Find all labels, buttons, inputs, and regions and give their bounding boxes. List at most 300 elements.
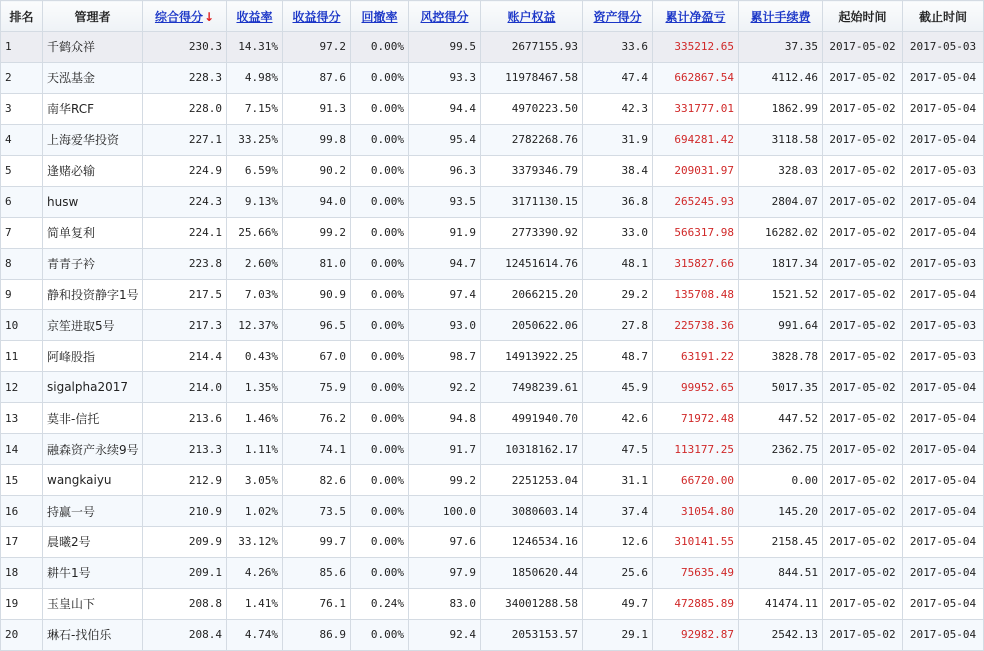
return-score-cell: 96.5 [283, 310, 351, 341]
table-row[interactable] [1, 155, 984, 186]
rank-cell: 17 [1, 527, 43, 558]
drawdown-cell: 0.00% [351, 124, 409, 155]
net-pnl-cell: 694281.42 [653, 124, 739, 155]
drawdown-cell: 0.00% [351, 217, 409, 248]
rank-cell: 6 [1, 186, 43, 217]
manager-name-cell: 青青子衿 [43, 248, 143, 279]
equity-cell: 3080603.14 [481, 496, 583, 527]
risk-score-cell: 97.4 [409, 279, 481, 310]
sort-by-return-rate[interactable] [227, 1, 283, 32]
equity-cell: 11978467.58 [481, 62, 583, 93]
asset-score-cell: 29.2 [583, 279, 653, 310]
net-pnl-cell: 63191.22 [653, 341, 739, 372]
start-time-cell: 2017-05-02 [823, 465, 903, 496]
rank-cell: 3 [1, 93, 43, 124]
asset-score-cell: 42.3 [583, 93, 653, 124]
end-time-cell: 2017-05-04 [903, 465, 984, 496]
return-score-cell: 81.0 [283, 248, 351, 279]
return-score-cell: 87.6 [283, 62, 351, 93]
rank-cell: 14 [1, 434, 43, 465]
risk-score-cell: 91.7 [409, 434, 481, 465]
manager-name-cell: 上海爱华投资 [43, 124, 143, 155]
asset-score-cell: 45.9 [583, 372, 653, 403]
rank-cell: 4 [1, 124, 43, 155]
start-time-cell: 2017-05-02 [823, 496, 903, 527]
rank-cell: 20 [1, 619, 43, 650]
net-pnl-cell: 113177.25 [653, 434, 739, 465]
net-pnl-cell: 71972.48 [653, 403, 739, 434]
sort-by-asset-score[interactable] [583, 1, 653, 32]
end-time-cell: 2017-05-04 [903, 403, 984, 434]
start-time-cell: 2017-05-02 [823, 619, 903, 650]
start-time-cell: 2017-05-02 [823, 62, 903, 93]
return-score-cell: 86.9 [283, 619, 351, 650]
col-header-start-time-label: 起始时间 [838, 9, 887, 24]
risk-score-cell: 98.7 [409, 341, 481, 372]
rank-cell: 15 [1, 465, 43, 496]
equity-cell: 1850620.44 [481, 557, 583, 588]
asset-score-cell: 31.9 [583, 124, 653, 155]
score-cell: 208.8 [143, 588, 227, 619]
start-time-cell: 2017-05-02 [823, 155, 903, 186]
start-time-cell: 2017-05-02 [823, 434, 903, 465]
return-rate-cell: 2.60% [227, 248, 283, 279]
manager-name-cell: 千鹤众祥 [43, 32, 143, 63]
return-rate-cell: 33.25% [227, 124, 283, 155]
sort-by-score[interactable] [143, 1, 227, 32]
drawdown-cell: 0.00% [351, 93, 409, 124]
end-time-cell: 2017-05-04 [903, 93, 984, 124]
end-time-cell: 2017-05-04 [903, 496, 984, 527]
score-cell: 224.9 [143, 155, 227, 186]
drawdown-cell: 0.00% [351, 62, 409, 93]
sort-by-risk-score-label[interactable]: 风控得分 [420, 9, 469, 24]
net-pnl-cell: 75635.49 [653, 557, 739, 588]
sort-by-return-score-label[interactable]: 收益得分 [292, 9, 341, 24]
start-time-cell: 2017-05-02 [823, 372, 903, 403]
fees-cell: 4112.46 [739, 62, 823, 93]
fees-cell: 41474.11 [739, 588, 823, 619]
table-row[interactable] [1, 588, 984, 619]
score-cell: 224.1 [143, 217, 227, 248]
net-pnl-cell: 662867.54 [653, 62, 739, 93]
rank-cell: 5 [1, 155, 43, 186]
end-time-cell: 2017-05-03 [903, 310, 984, 341]
start-time-cell: 2017-05-02 [823, 310, 903, 341]
return-rate-cell: 6.59% [227, 155, 283, 186]
drawdown-cell: 0.00% [351, 32, 409, 63]
rank-cell: 13 [1, 403, 43, 434]
table-row[interactable] [1, 557, 984, 588]
equity-cell: 7498239.61 [481, 372, 583, 403]
manager-name-cell: 持赢一号 [43, 496, 143, 527]
end-time-cell: 2017-05-04 [903, 124, 984, 155]
risk-score-cell: 93.0 [409, 310, 481, 341]
return-rate-cell: 3.05% [227, 465, 283, 496]
table-row[interactable] [1, 341, 984, 372]
return-rate-cell: 4.26% [227, 557, 283, 588]
return-rate-cell: 0.43% [227, 341, 283, 372]
manager-name-cell: 天泓基金 [43, 62, 143, 93]
equity-cell: 2066215.20 [481, 279, 583, 310]
sort-by-drawdown[interactable] [351, 1, 409, 32]
risk-score-cell: 99.2 [409, 465, 481, 496]
table-row[interactable] [1, 248, 984, 279]
table-row[interactable] [1, 93, 984, 124]
sort-by-net-pnl[interactable] [653, 1, 739, 32]
equity-cell: 3379346.79 [481, 155, 583, 186]
asset-score-cell: 29.1 [583, 619, 653, 650]
col-header-rank [1, 1, 43, 32]
return-score-cell: 74.1 [283, 434, 351, 465]
col-header-rank-label: 排名 [9, 9, 34, 24]
risk-score-cell: 99.5 [409, 32, 481, 63]
return-score-cell: 75.9 [283, 372, 351, 403]
rank-cell: 9 [1, 279, 43, 310]
table-row[interactable] [1, 434, 984, 465]
fees-cell: 1521.52 [739, 279, 823, 310]
drawdown-cell: 0.00% [351, 341, 409, 372]
sort-by-fees[interactable] [739, 1, 823, 32]
start-time-cell: 2017-05-02 [823, 341, 903, 372]
end-time-cell: 2017-05-03 [903, 155, 984, 186]
asset-score-cell: 36.8 [583, 186, 653, 217]
drawdown-cell: 0.00% [351, 527, 409, 558]
return-score-cell: 76.1 [283, 588, 351, 619]
drawdown-cell: 0.00% [351, 496, 409, 527]
drawdown-cell: 0.00% [351, 403, 409, 434]
manager-name-cell: 莫非-信托 [43, 403, 143, 434]
asset-score-cell: 47.5 [583, 434, 653, 465]
manager-name-cell: wangkaiyu [43, 465, 143, 496]
drawdown-cell: 0.00% [351, 155, 409, 186]
start-time-cell: 2017-05-02 [823, 527, 903, 558]
manager-name-cell: husw [43, 186, 143, 217]
table-row[interactable] [1, 619, 984, 650]
fees-cell: 37.35 [739, 32, 823, 63]
net-pnl-cell: 310141.55 [653, 527, 739, 558]
score-cell: 228.3 [143, 62, 227, 93]
end-time-cell: 2017-05-03 [903, 248, 984, 279]
score-cell: 230.3 [143, 32, 227, 63]
fees-cell: 2362.75 [739, 434, 823, 465]
manager-name-cell: 静和投资静字1号 [43, 279, 143, 310]
sort-by-score-label[interactable]: 综合得分 [154, 9, 203, 24]
fees-cell: 16282.02 [739, 217, 823, 248]
start-time-cell: 2017-05-02 [823, 217, 903, 248]
risk-score-cell: 91.9 [409, 217, 481, 248]
end-time-cell: 2017-05-04 [903, 527, 984, 558]
asset-score-cell: 49.7 [583, 588, 653, 619]
rank-cell: 11 [1, 341, 43, 372]
end-time-cell: 2017-05-03 [903, 32, 984, 63]
end-time-cell: 2017-05-04 [903, 372, 984, 403]
score-cell: 210.9 [143, 496, 227, 527]
return-score-cell: 91.3 [283, 93, 351, 124]
net-pnl-cell: 66720.00 [653, 465, 739, 496]
drawdown-cell: 0.00% [351, 310, 409, 341]
risk-score-cell: 97.9 [409, 557, 481, 588]
sort-by-equity[interactable] [481, 1, 583, 32]
net-pnl-cell: 331777.01 [653, 93, 739, 124]
manager-name-cell: 玉皇山下 [43, 588, 143, 619]
equity-cell: 2782268.76 [481, 124, 583, 155]
drawdown-cell: 0.24% [351, 588, 409, 619]
equity-cell: 2053153.57 [481, 619, 583, 650]
fees-cell: 328.03 [739, 155, 823, 186]
table-row[interactable] [1, 62, 984, 93]
risk-score-cell: 93.3 [409, 62, 481, 93]
equity-cell: 14913922.25 [481, 341, 583, 372]
risk-score-cell: 94.4 [409, 93, 481, 124]
return-score-cell: 99.7 [283, 527, 351, 558]
return-rate-cell: 4.98% [227, 62, 283, 93]
drawdown-cell: 0.00% [351, 434, 409, 465]
manager-name-cell: sigalpha2017 [43, 372, 143, 403]
return-rate-cell: 9.13% [227, 186, 283, 217]
end-time-cell: 2017-05-04 [903, 588, 984, 619]
table-row[interactable] [1, 32, 984, 63]
fees-cell: 145.20 [739, 496, 823, 527]
drawdown-cell: 0.00% [351, 465, 409, 496]
net-pnl-cell: 315827.66 [653, 248, 739, 279]
sort-desc-arrow-icon: ↓ [203, 9, 215, 24]
rank-cell: 18 [1, 557, 43, 588]
drawdown-cell: 0.00% [351, 372, 409, 403]
rank-cell: 19 [1, 588, 43, 619]
return-score-cell: 90.2 [283, 155, 351, 186]
asset-score-cell: 47.4 [583, 62, 653, 93]
return-score-cell: 99.8 [283, 124, 351, 155]
sort-by-equity-label[interactable]: 账户权益 [507, 9, 556, 24]
score-cell: 224.3 [143, 186, 227, 217]
return-rate-cell: 14.31% [227, 32, 283, 63]
risk-score-cell: 92.4 [409, 619, 481, 650]
start-time-cell: 2017-05-02 [823, 279, 903, 310]
rank-cell: 8 [1, 248, 43, 279]
col-header-manager-label: 管理者 [74, 9, 111, 24]
fees-cell: 1817.34 [739, 248, 823, 279]
rank-cell: 1 [1, 32, 43, 63]
risk-score-cell: 93.5 [409, 186, 481, 217]
fees-cell: 2542.13 [739, 619, 823, 650]
rank-cell: 10 [1, 310, 43, 341]
return-score-cell: 94.0 [283, 186, 351, 217]
fees-cell: 2158.45 [739, 527, 823, 558]
table-row[interactable] [1, 217, 984, 248]
manager-name-cell: 简单复利 [43, 217, 143, 248]
equity-cell: 4991940.70 [481, 403, 583, 434]
net-pnl-cell: 99952.65 [653, 372, 739, 403]
risk-score-cell: 95.4 [409, 124, 481, 155]
score-cell: 209.9 [143, 527, 227, 558]
net-pnl-cell: 135708.48 [653, 279, 739, 310]
drawdown-cell: 0.00% [351, 186, 409, 217]
sort-by-return-rate-label[interactable]: 收益率 [236, 9, 273, 24]
asset-score-cell: 31.1 [583, 465, 653, 496]
col-header-manager [43, 1, 143, 32]
asset-score-cell: 48.7 [583, 341, 653, 372]
start-time-cell: 2017-05-02 [823, 403, 903, 434]
table-row[interactable] [1, 496, 984, 527]
start-time-cell: 2017-05-02 [823, 93, 903, 124]
sort-by-risk-score[interactable] [409, 1, 481, 32]
fees-cell: 3828.78 [739, 341, 823, 372]
return-score-cell: 76.2 [283, 403, 351, 434]
end-time-cell: 2017-05-03 [903, 341, 984, 372]
risk-score-cell: 83.0 [409, 588, 481, 619]
return-rate-cell: 1.35% [227, 372, 283, 403]
fees-cell: 2804.07 [739, 186, 823, 217]
asset-score-cell: 37.4 [583, 496, 653, 527]
score-cell: 217.3 [143, 310, 227, 341]
return-rate-cell: 33.12% [227, 527, 283, 558]
score-cell: 223.8 [143, 248, 227, 279]
fees-cell: 447.52 [739, 403, 823, 434]
end-time-cell: 2017-05-04 [903, 186, 984, 217]
risk-score-cell: 92.2 [409, 372, 481, 403]
equity-cell: 2773390.92 [481, 217, 583, 248]
net-pnl-cell: 209031.97 [653, 155, 739, 186]
equity-cell: 2677155.93 [481, 32, 583, 63]
rank-cell: 7 [1, 217, 43, 248]
return-score-cell: 73.5 [283, 496, 351, 527]
drawdown-cell: 0.00% [351, 619, 409, 650]
manager-name-cell: 南华RCF [43, 93, 143, 124]
return-score-cell: 97.2 [283, 32, 351, 63]
return-score-cell: 82.6 [283, 465, 351, 496]
manager-name-cell: 耕牛1号 [43, 557, 143, 588]
net-pnl-cell: 225738.36 [653, 310, 739, 341]
drawdown-cell: 0.00% [351, 557, 409, 588]
equity-cell: 1246534.16 [481, 527, 583, 558]
asset-score-cell: 27.8 [583, 310, 653, 341]
fees-cell: 1862.99 [739, 93, 823, 124]
table-row[interactable] [1, 465, 984, 496]
risk-score-cell: 96.3 [409, 155, 481, 186]
score-cell: 213.3 [143, 434, 227, 465]
manager-name-cell: 逢赌必输 [43, 155, 143, 186]
fees-cell: 5017.35 [739, 372, 823, 403]
net-pnl-cell: 566317.98 [653, 217, 739, 248]
sort-by-return-score[interactable] [283, 1, 351, 32]
end-time-cell: 2017-05-04 [903, 619, 984, 650]
score-cell: 217.5 [143, 279, 227, 310]
fees-cell: 991.64 [739, 310, 823, 341]
return-rate-cell: 4.74% [227, 619, 283, 650]
rank-cell: 12 [1, 372, 43, 403]
end-time-cell: 2017-05-04 [903, 279, 984, 310]
asset-score-cell: 38.4 [583, 155, 653, 186]
sort-by-fees-label[interactable]: 累计手续费 [750, 9, 811, 24]
net-pnl-cell: 265245.93 [653, 186, 739, 217]
risk-score-cell: 100.0 [409, 496, 481, 527]
table-row[interactable] [1, 279, 984, 310]
return-score-cell: 85.6 [283, 557, 351, 588]
equity-cell: 2251253.04 [481, 465, 583, 496]
manager-name-cell: 融森资产永续9号 [43, 434, 143, 465]
return-score-cell: 99.2 [283, 217, 351, 248]
score-cell: 213.6 [143, 403, 227, 434]
asset-score-cell: 12.6 [583, 527, 653, 558]
sort-by-drawdown-label[interactable]: 回撤率 [361, 9, 398, 24]
score-cell: 212.9 [143, 465, 227, 496]
col-header-end-time-label: 截止时间 [918, 9, 967, 24]
equity-cell: 12451614.76 [481, 248, 583, 279]
score-cell: 208.4 [143, 619, 227, 650]
return-rate-cell: 12.37% [227, 310, 283, 341]
return-rate-cell: 1.11% [227, 434, 283, 465]
net-pnl-cell: 92982.87 [653, 619, 739, 650]
col-header-start-time [823, 1, 903, 32]
score-cell: 209.1 [143, 557, 227, 588]
return-rate-cell: 7.15% [227, 93, 283, 124]
asset-score-cell: 25.6 [583, 557, 653, 588]
risk-score-cell: 97.6 [409, 527, 481, 558]
return-rate-cell: 1.46% [227, 403, 283, 434]
table-row[interactable] [1, 124, 984, 155]
start-time-cell: 2017-05-02 [823, 248, 903, 279]
table-row[interactable] [1, 310, 984, 341]
end-time-cell: 2017-05-04 [903, 434, 984, 465]
net-pnl-cell: 335212.65 [653, 32, 739, 63]
score-cell: 214.0 [143, 372, 227, 403]
table-row[interactable] [1, 186, 984, 217]
equity-cell: 34001288.58 [481, 588, 583, 619]
equity-cell: 2050622.06 [481, 310, 583, 341]
fees-cell: 3118.58 [739, 124, 823, 155]
manager-name-cell: 京笙进取5号 [43, 310, 143, 341]
equity-cell: 10318162.17 [481, 434, 583, 465]
asset-score-cell: 42.6 [583, 403, 653, 434]
return-score-cell: 90.9 [283, 279, 351, 310]
return-rate-cell: 1.41% [227, 588, 283, 619]
end-time-cell: 2017-05-04 [903, 557, 984, 588]
return-rate-cell: 25.66% [227, 217, 283, 248]
score-cell: 228.0 [143, 93, 227, 124]
rank-cell: 2 [1, 62, 43, 93]
start-time-cell: 2017-05-02 [823, 32, 903, 63]
net-pnl-cell: 472885.89 [653, 588, 739, 619]
risk-score-cell: 94.7 [409, 248, 481, 279]
return-rate-cell: 7.03% [227, 279, 283, 310]
asset-score-cell: 33.0 [583, 217, 653, 248]
table-row[interactable] [1, 527, 984, 558]
manager-name-cell: 晨曦2号 [43, 527, 143, 558]
sort-by-net-pnl-label[interactable]: 累计净盈亏 [665, 9, 726, 24]
start-time-cell: 2017-05-02 [823, 124, 903, 155]
fees-cell: 0.00 [739, 465, 823, 496]
sort-by-asset-score-label[interactable]: 资产得分 [593, 9, 642, 24]
asset-score-cell: 33.6 [583, 32, 653, 63]
drawdown-cell: 0.00% [351, 248, 409, 279]
start-time-cell: 2017-05-02 [823, 557, 903, 588]
end-time-cell: 2017-05-04 [903, 62, 984, 93]
start-time-cell: 2017-05-02 [823, 186, 903, 217]
start-time-cell: 2017-05-02 [823, 588, 903, 619]
return-rate-cell: 1.02% [227, 496, 283, 527]
table-row[interactable] [1, 372, 984, 403]
equity-cell: 4970223.50 [481, 93, 583, 124]
end-time-cell: 2017-05-04 [903, 217, 984, 248]
fees-cell: 844.51 [739, 557, 823, 588]
net-pnl-cell: 31054.80 [653, 496, 739, 527]
score-cell: 214.4 [143, 341, 227, 372]
score-cell: 227.1 [143, 124, 227, 155]
table-row[interactable] [1, 403, 984, 434]
table-header-row [1, 1, 984, 32]
drawdown-cell: 0.00% [351, 279, 409, 310]
